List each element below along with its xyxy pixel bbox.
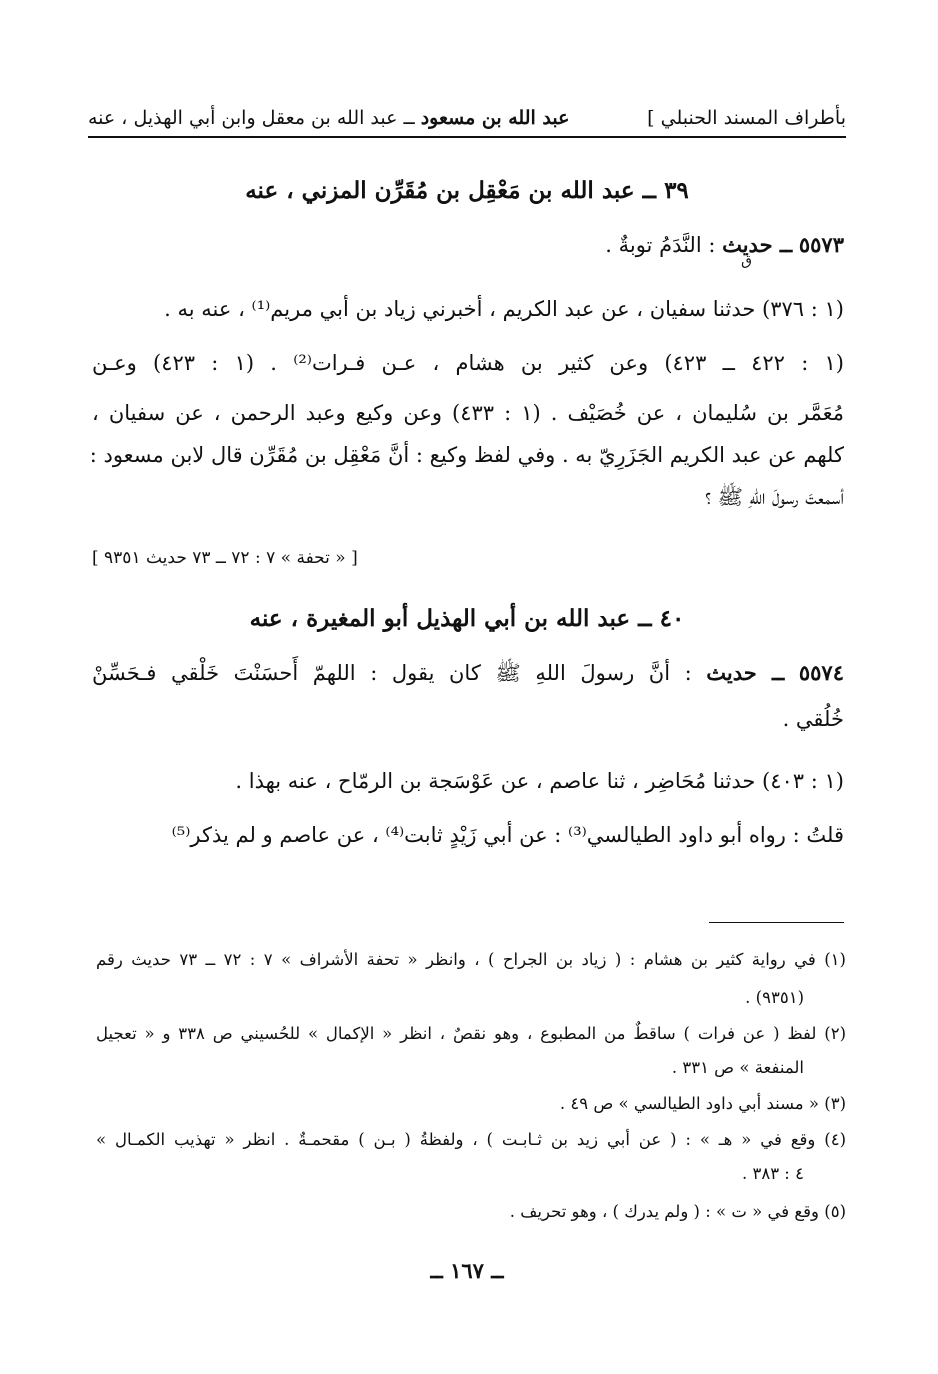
hadith-text: : أنَّ رسولَ اللهِ ﷺ كان يقول : اللهمّ أَحسَنْتَ خَلْقي فـحَسِّنْ <box>92 661 707 685</box>
footnote-text: في رواية كثير بن هشام : ( زياد بن الجراح ) ، وانظر « تحفة الأشراف » ٧ : ٧٢ ــ ٧٣ حديث رقم <box>96 950 816 969</box>
footnote-text: (٩٣٥١) . <box>745 988 804 1007</box>
hadith-5574 <box>92 656 844 690</box>
footnote-text: لفظ ( عن فرات ) ساقطٌ من المطبوع ، وهو نقصٌ ، انظر « الإكمال » للحُسيني ص ٣٣٨ و « تعجيل <box>96 1024 817 1043</box>
hadith-5573 <box>92 228 844 262</box>
footnote-marker: (١) <box>824 950 846 969</box>
section-heading-40: ٤٠ ــ عبد الله بن أبي الهذيل أبو المغيرة ، عنه <box>249 605 685 632</box>
text-line: (١ : ٣٧٦) حدثنا سفيان ، عن عبد الكريم ، أخبرني زياد بن أبي مريم⁽¹⁾ ، عنه به . <box>164 297 844 321</box>
text-line: قلتُ : رواه أبو داود الطيالسي⁽³⁾ : عن أبي زَيْدٍ ثابت⁽⁴⁾ ، عن عاصم و لم يذكر⁽⁵⁾ <box>171 823 844 847</box>
footnote-marker: (٤) <box>824 1130 846 1149</box>
text-line: أسمعتَ رسولَ اللهِ ﷺ ؟ <box>705 485 844 509</box>
footnote-text: وقع في « هـ » : ( عن أبي زيد بن ثـابـت ) ، ولفظةُ ( بـن ) مقحمـةٌ . انظر « تهذيب الكمـال » <box>96 1130 816 1149</box>
footnote-text: المنفعة » ص ٣٣١ . <box>671 1058 804 1077</box>
text-line: مُعَمَّر بن سُليمان ، عن خُصَيْف . (١ : ٤٣٣) وعن وكيع وعبد الرحمن ، عن سفيان ، <box>92 401 844 425</box>
footnote-divider <box>709 922 844 923</box>
header-rest: ــ عبد الله بن معقل وابن أبي الهذيل ، عنه <box>88 107 421 129</box>
footnote-marker: (٣) <box>824 1094 846 1113</box>
footnote-marker: (٢) <box>824 1024 846 1043</box>
hadith-text: : النَّدَمُ توبةٌ . <box>605 233 723 257</box>
footnote-4-continuation <box>96 1160 846 1188</box>
text-line: كلهم عن عبد الكريم الجَزَرِيّ به . وفي لفظ وكيع : أنَّ مَعْقِل بن مُقَرِّن قال لابن مسعود : <box>89 443 844 467</box>
tuhfa-reference: [ « تحفة » ٧ : ٧٢ ــ ٧٣ حديث ٩٣٥١ ] <box>92 548 358 568</box>
text-line: (١ : ٤٢٢ ــ ٤٢٣) وعن كثير بن هشام ، عـن فـرات⁽²⁾ . (١ : ٤٢٣) وعـن <box>92 351 844 375</box>
footnote-text: وقع في « ت » : ( ولم يدرك ) ، وهو تحريف . <box>509 1202 819 1221</box>
footnote-5 <box>96 1198 846 1226</box>
hadith-label: ــ حديث <box>722 232 793 257</box>
footnote-2 <box>96 1020 846 1048</box>
header-bold-name: عبد الله بن مسعود <box>420 107 570 129</box>
hadith-label: ــ حديث <box>706 660 785 685</box>
hadith-text-continuation: خُلُقي . <box>782 707 844 731</box>
hadith-number: ٥٥٧٣ <box>798 232 844 257</box>
running-header <box>88 100 846 138</box>
section-heading-39: ٣٩ ــ عبد الله بن مَعْقِل بن مُقَرِّن المزني ، عنه <box>245 177 689 204</box>
hadith-mark: ق <box>741 253 752 269</box>
footnote-2-continuation <box>96 1054 846 1082</box>
header-book-title: بأطراف المسند الحنبلي ] <box>647 107 846 129</box>
footnote-text: « مسند أبي داود الطيالسي » ص ٤٩ . <box>559 1094 819 1113</box>
footnote-text: ٤ : ٣٨٣ . <box>741 1164 804 1183</box>
footnote-3 <box>96 1090 846 1118</box>
hadith-number: ٥٥٧٤ <box>798 660 844 685</box>
header-section-title <box>88 100 569 136</box>
footnote-1-continuation <box>96 984 846 1012</box>
page-number: ــ ١٦٧ ــ <box>430 1258 504 1283</box>
footnote-4 <box>96 1126 846 1154</box>
text-line: (١ : ٤٠٣) حدثنا مُحَاضِر ، ثنا عاصم ، عن عَوْسَجة بن الرمّاح ، عنه بهذا . <box>235 769 844 793</box>
footnote-marker: (٥) <box>824 1202 846 1221</box>
footnote-1 <box>96 946 846 974</box>
